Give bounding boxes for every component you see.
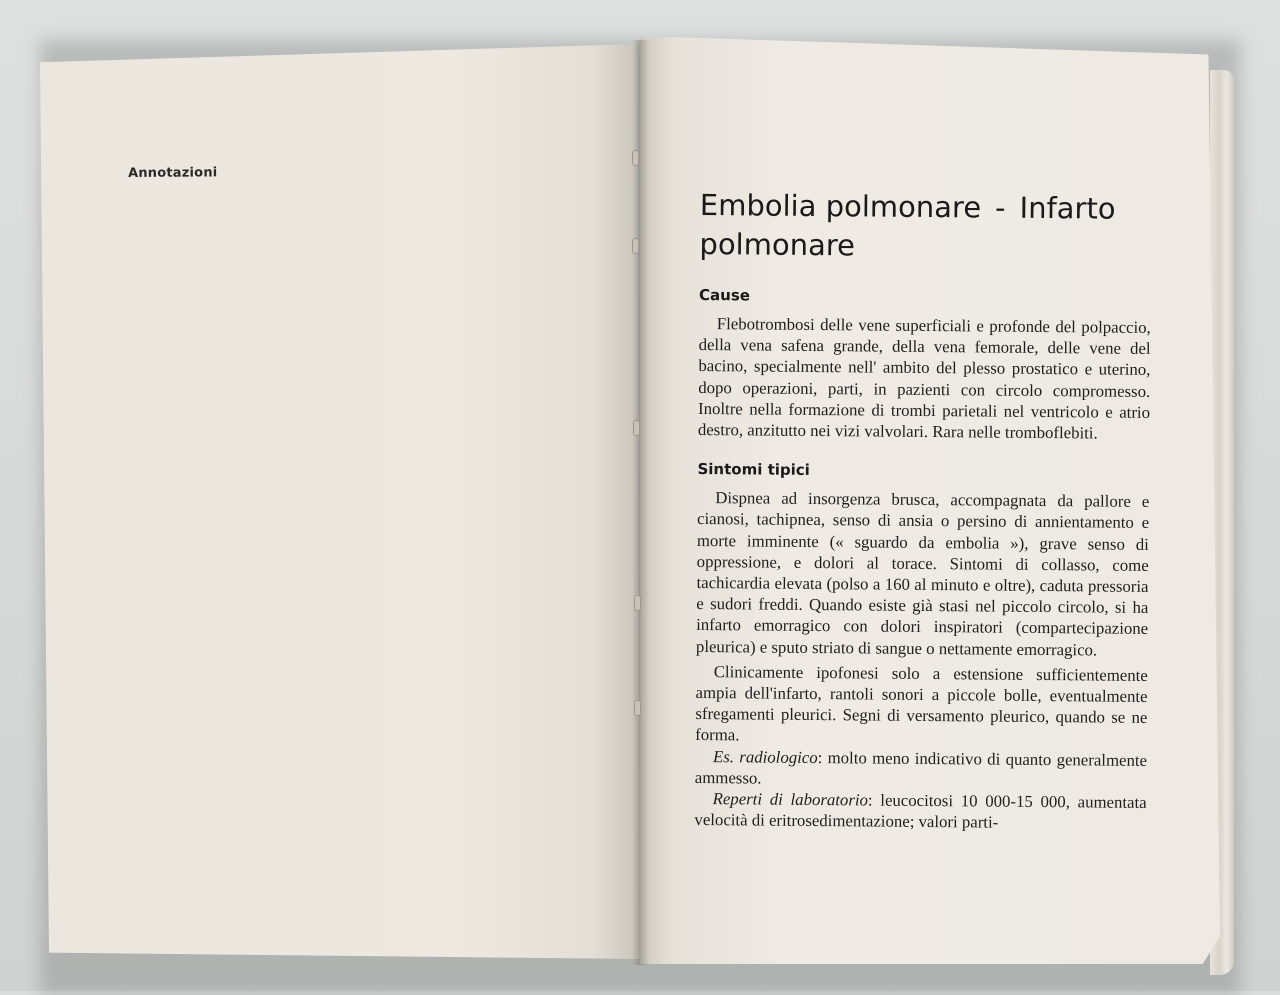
book-gutter [632, 40, 650, 965]
text-radiologico: : molto meno indicativo di quanto generalmente ammesso. [694, 747, 1148, 788]
left-page [40, 44, 640, 959]
paragraph-radiologico [695, 746, 1147, 792]
label-radiologico: Es. radiologico [712, 746, 818, 767]
section-heading-cause: Cause [698, 285, 751, 305]
section-heading-sintomi: Sintomi tipici [697, 460, 810, 480]
paragraph-sintomi-2: Clinicamente ipofonesi solo a estensione sufficientemente ampia dell'infarto, rantoli sonori a piccole bolle, eventualmente sfregamenti pleurici. Segni di versamento pleurico, quando se ne forma. [695, 661, 1148, 745]
paragraph-laboratorio [694, 788, 1146, 834]
title-part-1: Embolia polmonare [699, 187, 982, 225]
binding-stitch [632, 150, 639, 166]
label-laboratorio: Reperti di laboratorio [712, 789, 869, 810]
text-laboratorio: : leucocitosi 10 000-15 000, aumentata velocità di eritrosedimentazione; valori parti- [694, 790, 1147, 832]
right-page-content [694, 186, 1152, 834]
title-separator: - [994, 190, 1006, 225]
left-page-heading: Annotazioni [128, 165, 218, 181]
binding-stitch [634, 700, 641, 716]
title-part-2: Infarto [1019, 190, 1116, 226]
title-line-2: polmonare [699, 226, 856, 263]
binding-stitch [632, 238, 639, 254]
paragraph-sintomi-1: Dispnea ad insorgenza brusca, accompagnata da pallore e cianosi, tachipnea, senso di ansia o persino di annientamento e morte imminente (« sguardo da embolia »), grave senso di oppressione, e dolori al torace. Sintomi di collasso, come tachicardia elevata (polso a 160 al minuto e oltre), caduta pressoria e sudori freddi. Quando esiste già stasi nel piccolo circolo, si ha infarto emorragico con dolori inspiratori (compartecipazione pleurica) e sputo striato di sangue o nettamente emorragico. [695, 488, 1150, 660]
binding-stitch [634, 595, 641, 611]
page-title [699, 186, 1152, 268]
binding-stitch [633, 420, 640, 436]
paragraph-cause: Flebotrombosi delle vene superficiali e profonde del polpaccio, della vena safena grande, della vena femorale, delle vene del bacino, specialmente nell' ambito del plesso prostatico e uterino, dopo operazioni, parti, in pazienti con circolo compromesso. Inoltre nella formazione di trombi parietali nel ventricolo e atrio destro, anzitutto nei vizi valvolari. Rara nelle tromboflebiti. [697, 314, 1151, 443]
